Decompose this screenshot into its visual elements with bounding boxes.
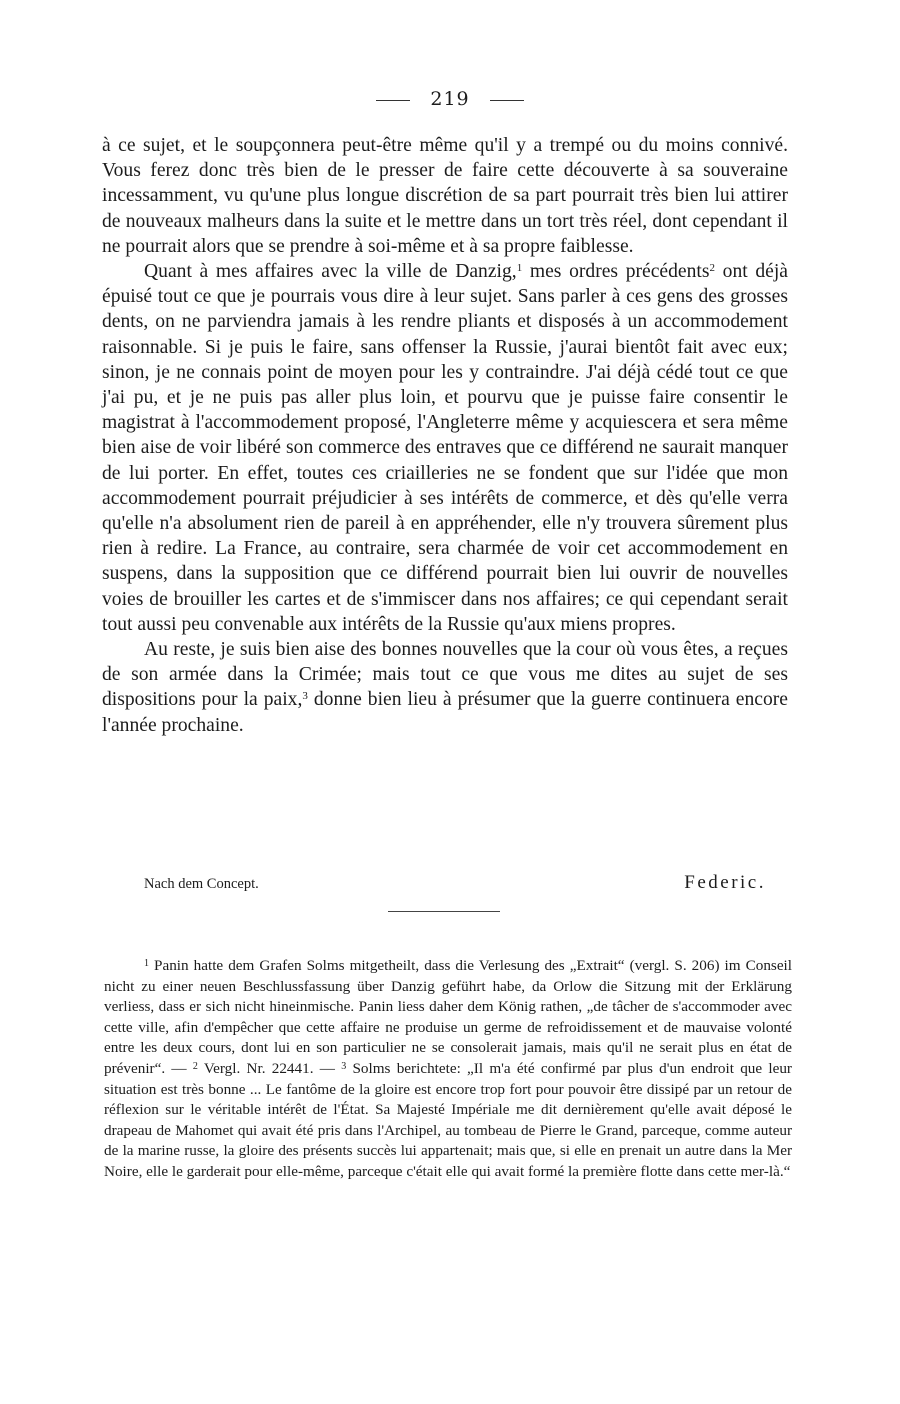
closing [144,872,766,894]
text-run: à ce sujet, et le soupçonnera peut-être même qu'il y a trempé ou du moins connivé. Vous ferez donc très bien de le presser de faire cette découverte à sa souveraine incessamment, vu qu'une plus longue discrétion de sa part pourrait très bien lui attirer de nouveaux malheurs dans la suite et le mettre dans un tort très réel, dont cependant il ne pourrait alors que se prendre à soi-même et à sa propre faiblesse. [102,135,788,257]
footnote-reference: 1 [516,262,523,275]
footnote-divider [388,911,500,912]
text-run: Panin hatte dem Grafen Solms mitgetheilt, dass die Verlesung des „Extrait“ (vergl. S. 206) im Conseil nicht zu einer neuen Beschlussfassung über Danzig geführt habe, da Orlow die Sitzung mit der Erklärung verliess, dass er sich nicht hineinmische. Panin liess daher dem König rathen, „de tâcher de s'accommoder avec cette ville, afin d'empêcher que cette affaire ne produise un germe de refroidissement et de mauvaise volonté entre les deux cours, dont lui en son particulier ne se consolerait jamais, mais qu'il ne serait plus en état de prévenir“. — [104,957,792,1077]
signature: Federic. [684,872,766,893]
text-run: Au reste, je suis bien aise des bonnes nouvelles que la cour où vous êtes, a reçues de son armée dans la Crimée; mais tout ce que vous me dites au sujet de ses dispositions pour la paix, [102,639,788,711]
source-note: Nach dem Concept. [144,876,259,892]
text-run: ont déjà épuisé tout ce que je pourrais vous dire à leur sujet. Sans parler à ces gens des grosses dents, on ne parviendra jamais à les rendre pliants et disposés à un accommodement raisonnable. Si je puis le faire, sans offenser la Russie, j'aurai bientôt fait avec eux; sinon, je ne connais point de moyen pour les y contraindre. J'ai déjà cédé tout ce que j'ai pu, et je ne puis pas aller plus loin, et pourvu que je puisse faire consentir le magistrat à l'accommodement proposé, l'Angleterre même y acquiescera et sera même bien aise de voir libéré son commerce des entraves que ce différend ne saurait manquer de lui porter. En effet, toutes ces criailleries ne se fondent que sur l'idée que mon accommodement pourrait préjudicier à ses intérêts de commerce, et dès qu'elle verra qu'elle n'a absolument rien de pareil à en appréhender, elle n'y trouvera sûrement plus rien à redire. La France, au contraire, sera charmée de voir cet accommodement en suspens, dans la supposition que ce différend pourrait bien lui ouvrir de nouvelles voies de brouiller les cartes et de s'immiscer dans nos affaires; ce qui cependant serait tout aussi peu convenable aux intérêts de la Russie qu'aux miens propres. [102,261,789,635]
footnote-reference: 3 [302,690,308,703]
footnote-block [104,956,792,1183]
text-run: Vergl. Nr. 22441. — [197,1059,342,1077]
paragraph-2 [102,259,788,637]
text-run: Quant à mes affaires avec la ville de Danzig, [144,261,517,283]
text-run: mes ordres précédents [522,261,710,283]
letter-body [102,133,788,738]
paragraph-3 [102,637,788,738]
footnote-reference: 2 [709,262,715,275]
page-number: 219 [430,88,470,110]
paragraph-1 [102,133,788,259]
text-run: donne bien lieu à présumer que la guerre continuera encore l'année prochaine. [102,689,788,736]
page-header [0,88,900,110]
footnote-marker: 3 [341,1060,347,1072]
footnotes [104,956,792,1183]
footnote-marker: 1 [144,958,149,969]
text-run: Solms berichtete: „Il m'a été confirmé par plus d'un endroit que leur situation est très bonne ... Le fantôme de la gloire est encore trop fort pour pouvoir être dissipé par un retour de réflexion sur le véritable intérêt de l'État. Sa Majesté Impériale me dit dernièrement qu'elle avait déposé le drapeau de Mahomet qui avait été pris dans l'Archipel, au tombeau de Pierre le Grand, parceque, comme auteur de la marine russe, la gloire des présents succès lui appartenait; mais que, si elle en prenait un autre dans la Mer Noire, elle le garderait pour elle-même, parceque c'était elle qui avait formé la première flotte dans cette mer-là.“ [104,1059,792,1180]
footnote-marker: 2 [192,1060,198,1072]
header-rule-right [490,100,524,101]
header-rule-left [376,100,410,101]
